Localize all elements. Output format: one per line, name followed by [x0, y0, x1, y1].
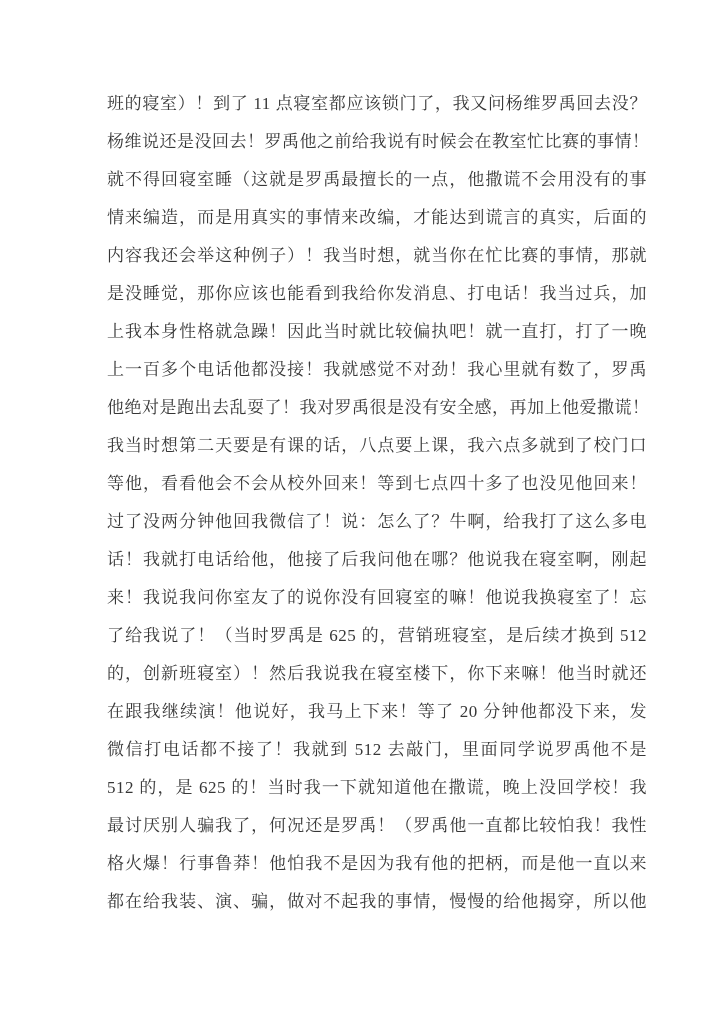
text-line: 过了没两分钟他回我微信了！说：怎么了？牛啊，给我打了这么多电: [107, 512, 647, 531]
text-line: 情来编造，而是用真实的事情来改编，才能达到谎言的真实，后面的: [107, 208, 647, 227]
text-line: 我当时想第二天要是有课的话，八点要上课，我六点多就到了校门口: [107, 436, 647, 455]
text-line: 上一百多个电话他都没接！我就感觉不对劲！我心里就有数了，罗禹: [107, 360, 647, 379]
text-line: 微信打电话都不接了！我就到 512 去敲门，里面同学说罗禹他不是: [107, 740, 647, 759]
text-line: 他绝对是跑出去乱耍了！我对罗禹很是没有安全感，再加上他爱撒谎！: [107, 398, 650, 417]
text-line: 都在给我装、演、骗，做对不起我的事情，慢慢的给他揭穿，所以他: [107, 892, 647, 911]
text-line: 内容我还会举这种例子）！我当时想，就当你在忙比赛的事情，那就: [107, 246, 647, 265]
text-line: 话！我就打电话给他，他接了后我问他在哪？他说我在寝室啊，刚起: [107, 550, 647, 569]
text-line: 最讨厌别人骗我了，何况还是罗禹！（罗禹他一直都比较怕我！我性: [107, 816, 647, 835]
text-line: 上我本身性格就急躁！因此当时就比较偏执吧！就一直打，打了一晚: [107, 322, 647, 341]
text-line: 在跟我继续演！他说好，我马上下来！等了 20 分钟他都没下来，发: [107, 702, 647, 721]
text-line: 就不得回寝室睡（这就是罗禹最擅长的一点，他撒谎不会用没有的事: [107, 170, 647, 189]
text-line: 是没睡觉，那你应该也能看到我给你发消息、打电话！我当过兵，加: [107, 284, 647, 303]
text-line: 的，创新班寝室）！然后我说我在寝室楼下，你下来嘛！他当时就还: [107, 664, 647, 683]
text-line: 班的寝室）！到了 11 点寝室都应该锁门了，我又问杨维罗禹回去没？: [107, 94, 647, 113]
text-line: 格火爆！行事鲁莽！他怕我不是因为我有他的把柄，而是他一直以来: [107, 854, 647, 873]
text-line: 来！我说我问你室友了的说你没有回寝室的嘛！他说我换寝室了！忘: [107, 588, 647, 607]
text-line: 了给我说了！（当时罗禹是 625 的，营销班寝室，是后续才换到 512: [107, 626, 647, 645]
text-line: 杨维说还是没回去！罗禹他之前给我说有时候会在教室忙比赛的事情！: [107, 132, 650, 151]
text-line: 等他，看看他会不会从校外回来！等到七点四十多了也没见他回来！: [107, 474, 647, 493]
text-block: [107, 85, 650, 921]
text-line: 512 的，是 625 的！当时我一下就知道他在撒谎，晚上没回学校！我: [107, 778, 647, 797]
